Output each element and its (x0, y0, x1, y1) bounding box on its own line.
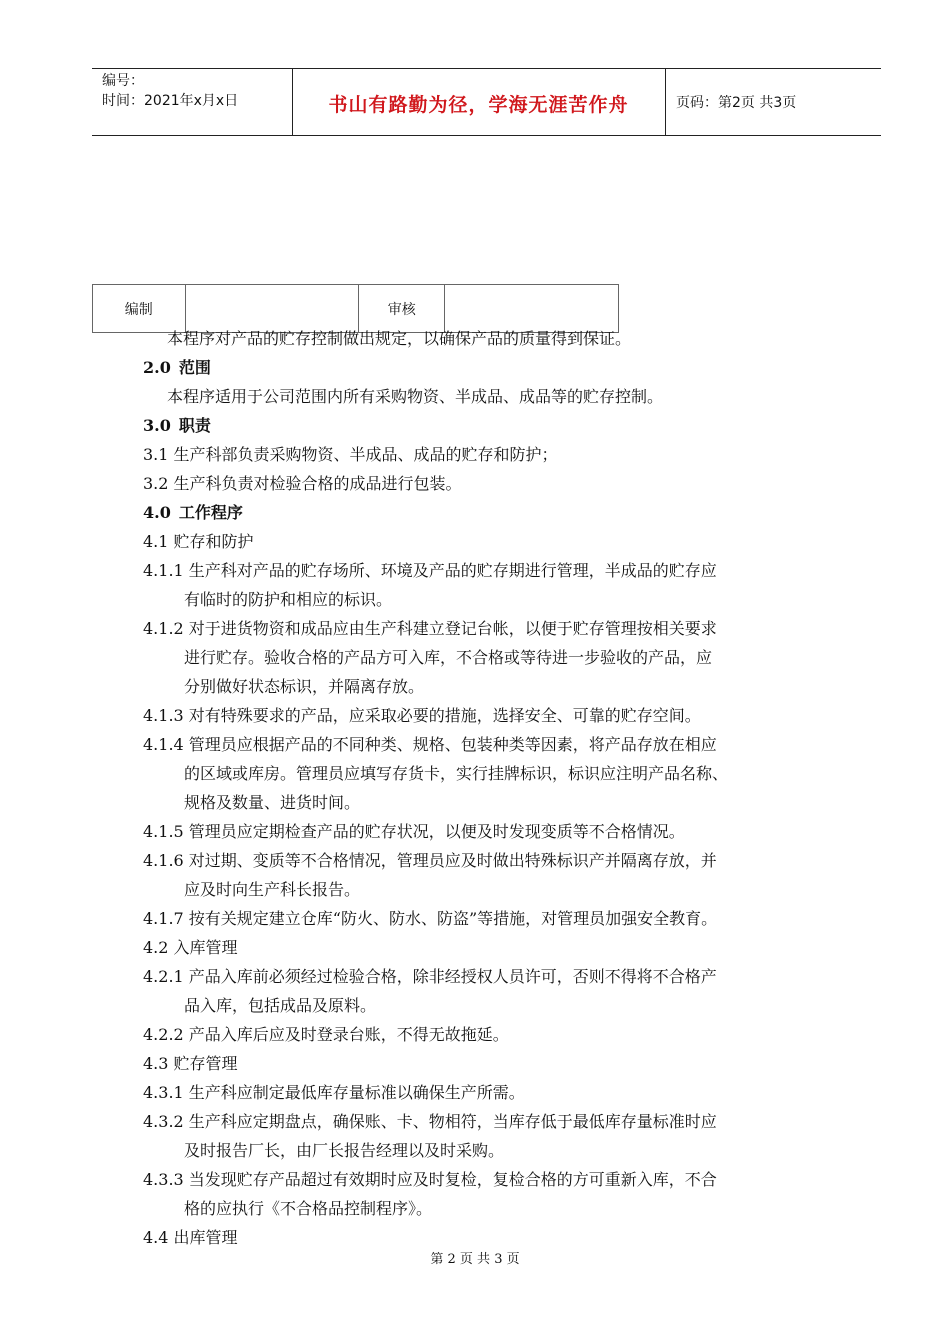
header-motto: 书山有路勤为径，学海无涯苦作舟 (328, 94, 629, 116)
item-4-2-1-line1: 4.2.1 产品入库前必须经过检验合格，除非经授权人员许可，否则不得将不合格产 (143, 967, 717, 986)
item-4-2-1-line2: 品入库，包括成品及原料。 (184, 996, 377, 1015)
item-4-3-2-line2: 及时报告厂长，由厂长报告经理以及时采购。 (184, 1141, 505, 1160)
section-3-heading (143, 411, 843, 440)
item-4-3-2-line1: 4.3.2 生产科应定期盘点，确保账、卡、物相符，当库存低于最低库存量标准时应 (143, 1112, 717, 1131)
header-meta (102, 71, 238, 111)
purpose-text (143, 324, 843, 353)
section-2-title: 范围 (178, 358, 211, 377)
item-4-3-1: 4.3.1 生产科应制定最低库存量标准以确保生产所需。 (143, 1083, 525, 1102)
item-4-1-5: 4.1.5 管理员应定期检查产品的贮存状况，以便及时发现变质等不合格情况。 (143, 822, 685, 841)
item-4-1-2-line2: 进行贮存。验收合格的产品方可入库，不合格或等待进一步验收的产品，应 (184, 648, 713, 667)
subsection-4-1: 4.1 贮存和防护 (143, 532, 254, 551)
section-3-number: 3.0 (143, 416, 171, 435)
purpose-text-content: 本程序对产品的贮存控制做出规定，以确保产品的质量得到保证。 (167, 329, 632, 348)
item-4-2-2: 4.2.2 产品入库后应及时登录台账，不得无故拖延。 (143, 1025, 509, 1044)
header-divider-right (665, 68, 666, 135)
item-4-1-4-line3: 规格及数量、进货时间。 (184, 793, 361, 812)
document-body (143, 324, 843, 1252)
section-2-text: 本程序适用于公司范围内所有采购物资、半成品、成品等的贮存控制。 (167, 387, 664, 406)
section-2-number: 2.0 (143, 358, 171, 377)
item-4-1-4-line1: 4.1.4 管理员应根据产品的不同种类、规格、包装种类等因素，将产品存放在相应 (143, 735, 717, 754)
item-4-1-1-line2: 有临时的防护和相应的标识。 (184, 590, 393, 609)
item-4-1-2-line1: 4.1.2 对于进货物资和成品应由生产科建立登记台帐，以便于贮存管理按相关要求 (143, 619, 717, 638)
subsection-4-4: 4.4 出库管理 (143, 1228, 238, 1247)
item-3-2: 3.2 生产科负责对检验合格的成品进行包装。 (143, 474, 462, 493)
item-4-3-3-line1: 4.3.3 当发现贮存产品超过有效期时应及时复检，复检合格的方可重新入库，不合 (143, 1170, 717, 1189)
item-4-1-6-line1: 4.1.6 对过期、变质等不合格情况，管理员应及时做出特殊标识产并隔离存放，并 (143, 851, 717, 870)
section-4-title: 工作程序 (178, 503, 243, 522)
page-footer: 第 2 页 共 3 页 (430, 1252, 520, 1267)
item-4-3-3-line2: 格的应执行《不合格品控制程序》。 (184, 1199, 433, 1218)
header-page-info: 页码：第2页 共3页 (676, 95, 797, 111)
compile-label: 编制 (93, 285, 186, 333)
item-4-1-7: 4.1.7 按有关规定建立仓库“防火、防水、防盗”等措施，对管理员加强安全教育。 (143, 909, 718, 928)
item-4-1-3: 4.1.3 对有特殊要求的产品，应采取必要的措施，选择安全、可靠的贮存空间。 (143, 706, 701, 725)
subsection-4-2: 4.2 入库管理 (143, 938, 238, 957)
header-bottom-rule (92, 135, 881, 136)
subsection-4-3: 4.3 贮存管理 (143, 1054, 238, 1073)
item-4-1-4-line2: 的区域或库房。管理员应填写存货卡，实行挂牌标识，标识应注明产品名称、 (184, 764, 729, 783)
section-3-title: 职责 (178, 416, 211, 435)
section-4-number: 4.0 (143, 503, 171, 522)
serial-label: 编号： (102, 73, 144, 89)
item-4-1-1-line1: 4.1.1 生产科对产品的贮存场所、环境及产品的贮存期进行管理，半成品的贮存应 (143, 561, 717, 580)
section-4-heading (143, 498, 843, 527)
date-line: 时间：2021年x月x日 (102, 93, 239, 109)
section-2-heading (143, 353, 843, 382)
header-top-rule (92, 68, 881, 69)
review-label: 审核 (359, 285, 445, 333)
item-4-1-2-line3: 分别做好状态标识，并隔离存放。 (184, 677, 425, 696)
item-3-1: 3.1 生产科部负责采购物资、半成品、成品的贮存和防护； (143, 445, 558, 464)
item-4-1-6-line2: 应及时向生产科长报告。 (184, 880, 361, 899)
